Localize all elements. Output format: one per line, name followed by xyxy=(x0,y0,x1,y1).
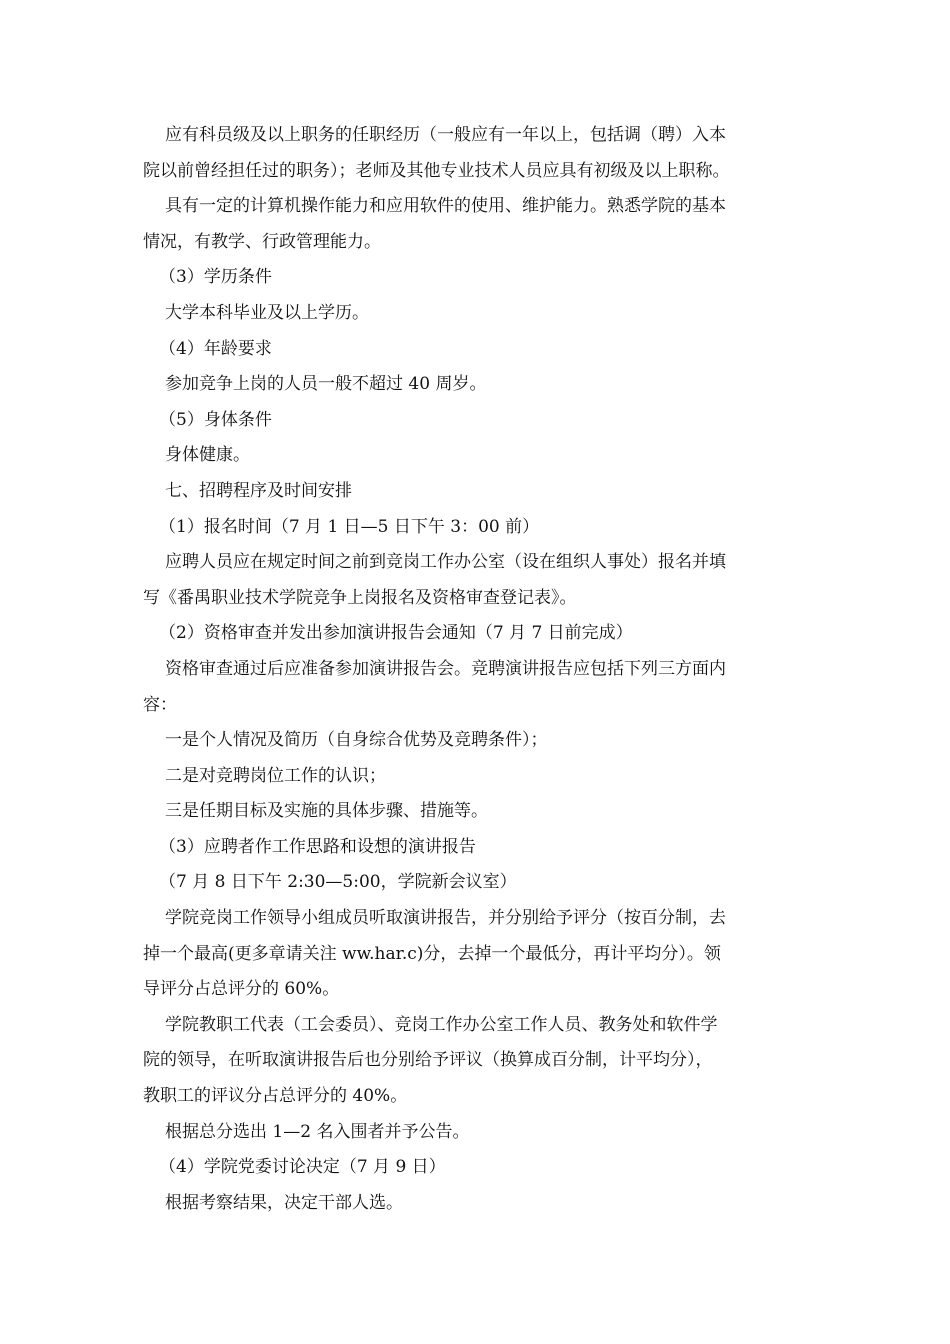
text-line: 根据总分选出 1—2 名入围者并予公告。 xyxy=(165,1121,470,1142)
text-line: 院的领导，在听取演讲报告后也分别给予评议（换算成百分制，计平均分）， xyxy=(143,1050,713,1071)
text-line: （4）年龄要求 xyxy=(159,338,272,359)
text-line: 容： xyxy=(143,694,177,715)
text-line: 院以前曾经担任过的职务）；老师及其他专业技术人员应具有初级及以上职称。 xyxy=(143,160,730,181)
text-line: 应聘人员应在规定时间之前到竞岗工作办公室（设在组织人事处）报名并填 xyxy=(165,552,726,573)
text-line: 应有科员级及以上职务的任职经历（一般应有一年以上，包括调（聘）入本 xyxy=(165,125,726,145)
text-line: 身体健康。 xyxy=(165,445,250,466)
text-line: 资格审查通过后应准备参加演讲报告会。竞聘演讲报告应包括下列三方面内 xyxy=(165,658,726,679)
text-line: 大学本科毕业及以上学历。 xyxy=(165,302,369,323)
text-line: （2）资格审查并发出参加演讲报告会通知（7 月 7 日前完成） xyxy=(159,623,633,644)
text-line: 学院教职工代表（工会委员）、竞岗工作办公室工作人员、教务处和软件学 xyxy=(165,1014,718,1035)
text-line: （7 月 8 日下午 2:30—5:00，学院新会议室） xyxy=(159,872,517,893)
text-line: 情况，有教学、行政管理能力。 xyxy=(143,231,381,252)
text-line: 具有一定的计算机操作能力和应用软件的使用、维护能力。熟悉学院的基本 xyxy=(165,196,726,217)
text-line: 一是个人情况及简历（自身综合优势及竞聘条件）； xyxy=(165,730,548,751)
text-line: 七、招聘程序及时间安排 xyxy=(165,480,352,501)
text-line: 三是任期目标及实施的具体步骤、措施等。 xyxy=(165,801,488,822)
text-line: 根据考察结果，决定干部人选。 xyxy=(165,1192,403,1213)
text-line: （4）学院党委讨论决定（7 月 9 日） xyxy=(159,1157,446,1178)
text-line: 教职工的评议分占总评分的 40%。 xyxy=(143,1086,408,1107)
text-line: （1）报名时间（7 月 1 日—5 日下午 3：00 前） xyxy=(159,516,540,537)
text-line: （5）身体条件 xyxy=(159,409,272,430)
text-line: 掉一个最高(更多章请关注 ww.har.c)分，去掉一个最低分，再计平均分）。领 xyxy=(143,943,721,964)
text-line: 导评分占总评分的 60%。 xyxy=(143,979,340,1000)
text-line: 学院竞岗工作领导小组成员听取演讲报告，并分别给予评分（按百分制，去 xyxy=(165,908,726,929)
text-line: 二是对竞聘岗位工作的认识； xyxy=(165,765,386,786)
text-line: 参加竞争上岗的人员一般不超过 40 周岁。 xyxy=(165,374,487,395)
text-line: 写《番禺职业技术学院竞争上岗报名及资格审查登记表》。 xyxy=(143,587,577,608)
text-line: （3）学历条件 xyxy=(159,267,272,288)
text-line: （3）应聘者作工作思路和设想的演讲报告 xyxy=(159,836,476,857)
document-body xyxy=(143,118,813,1221)
